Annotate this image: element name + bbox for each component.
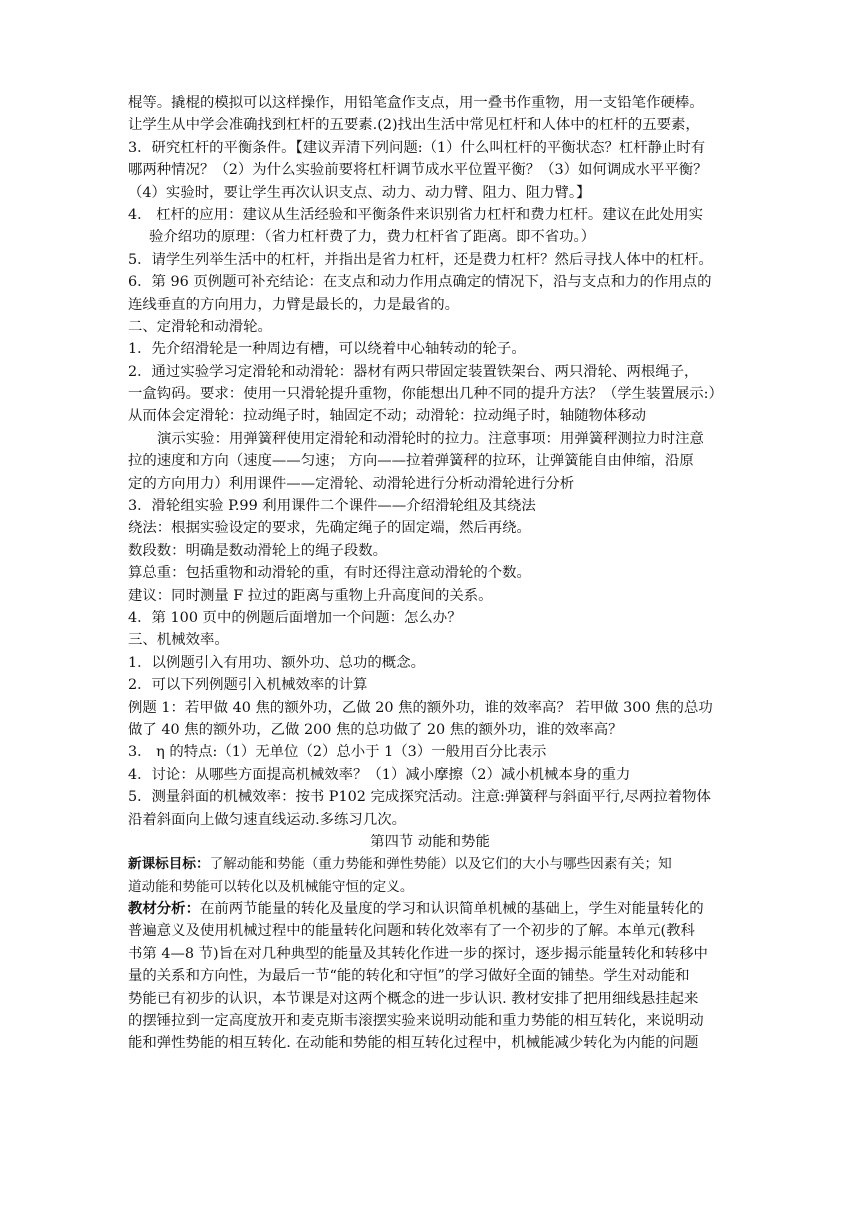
text-line: 棍等。撬棍的模拟可以这样操作，用铅笔盒作支点，用一叠书作重物，用一支铅笔作硬棒。 [128, 95, 704, 111]
text-line: 1．先介绍滑轮是一种周边有槽，可以绕着中心轴转动的轮子。 [128, 341, 526, 358]
document-page [128, 92, 732, 1055]
analysis-label: 教材分析： [128, 900, 200, 918]
text-line: 1．以例题引入有用功、额外功、总功的概念。 [128, 654, 425, 671]
text-line: 5．测量斜面的机械效率：按书 P102 完成探究活动。注意:弹簧秤与斜面平行,尽两拉着物体 [128, 789, 711, 806]
text-line: 演示实验：用弹簧秤使用定滑轮和动滑轮时的拉力。注意事项：用弹簧秤测拉力时注意 [157, 430, 704, 447]
analysis-text: 能和弹性势能的相互转化. 在动能和势能的相互转化过程中，机械能减少转化为内能的问题 [128, 1035, 699, 1052]
text-line: 从而体会定滑轮：拉动绳子时，轴固定不动；动滑轮：拉动绳子时，轴随物体移动 [128, 408, 647, 425]
text-line: （4）实验时，要让学生再次认识支点、动力、动力臂、阻力、阻力臂。】 [128, 184, 591, 201]
text-line: 哪两种情况？（2）为什么实验前要将杠杆调节成水平位置平衡？（3）如何调成水平平衡？ [128, 162, 708, 179]
text-line: 拉的速度和方向（速度——匀速； 方向——拉着弹簧秤的拉环，让弹簧能自由伸缩，沿原 [128, 453, 694, 470]
analysis-paragraph [128, 898, 732, 920]
text-line: 连线垂直的方向用力，力臂是最长的，力是最省的。 [128, 296, 459, 313]
goal-label: 新课标目标： [128, 856, 210, 873]
goal-text: 了解动能和势能（重力势能和弹性势能）以及它们的大小与哪些因素有关；知 [209, 856, 672, 873]
analysis-text: 书第 4—8 节)旨在对几种典型的能量及其转化作进一步的探讨，逐步揭示能量转化和转移中 [128, 945, 708, 962]
text-line: 绕法：根据实验设定的要求，先确定绳子的固定端，然后再绕。 [128, 520, 531, 537]
section-heading: 二、定滑轮和动滑轮。 [128, 318, 272, 335]
text-line: 4．讨论：从哪些方面提高机械效率？（1）减小摩擦（2）减小机械本身的重力 [128, 766, 631, 783]
text-line: 6．第 96 页例题可补充结论：在支点和动力作用点确定的情况下，沿与支点和力的作用点的 [128, 274, 712, 291]
goal-text: 道动能和势能可以转化以及机械能守恒的定义。 [128, 878, 414, 895]
text-line: 让学生从中学会准确找到杠杆的五要素.(2)找出生活中常见杠杆和人体中的杠杆的五要素， [128, 117, 700, 134]
analysis-text: 的摆锤拉到一定高度放开和麦克斯韦滚摆实验来说明动能和重力势能的相互转化，来说明动 [128, 1013, 704, 1030]
text-line: 4． 杠杆的应用：建议从生活经验和平衡条件来识别省力杠杆和费力杠杆。建议在此处用实 [128, 206, 703, 223]
goal-paragraph [128, 853, 732, 875]
text-line: 5．请学生列举生活中的杠杆，并指出是省力杠杆，还是费力杠杆？然后寻找人体中的杠杆。 [128, 251, 713, 268]
text-line: 例题 1：若甲做 40 焦的额外功，乙做 20 焦的额外功，谁的效率高？ 若甲做 300 焦的总功 [128, 699, 713, 716]
text-line: 3．研究杠杆的平衡条件。【建议弄清下列问题:（1）什么叫杠杆的平衡状态？杠杆静止时有 [128, 139, 706, 156]
text-line: 2．通过实验学习定滑轮和动滑轮：器材有两只带固定装置铁架台、两只滑轮、两根绳子， [128, 363, 699, 380]
text-line: 3．滑轮组实验 P.99 利用课件二个课件——介绍滑轮组及其绕法 [128, 498, 536, 515]
text-line: 3． η 的特点:（1）无单位（2）总小于 1（3）一般用百分比表示 [128, 744, 547, 761]
analysis-text: 量的关系和方向性，为最后一节“能的转化和守恒”的学习做好全面的铺垫。学生对动能和 [128, 968, 690, 985]
text-line: 算总重：包括重物和动滑轮的重，有时还得注意动滑轮的个数。 [128, 565, 531, 582]
text-line: 2．可以下列例题引入机械效率的计算 [128, 677, 368, 694]
analysis-text: 在前两节能量的转化及量度的学习和认识简单机械的基础上，学生对能量转化的 [199, 901, 704, 918]
section-heading: 三、机械效率。 [128, 632, 229, 649]
text-line: 做了 40 焦的额外功，乙做 200 焦的总功做了 20 焦的额外功，谁的效率高？ [128, 721, 623, 738]
section-title: 第四节 动能和势能 [370, 833, 490, 850]
text-line: 建议：同时测量 F 拉过的距离与重物上升高度间的关系。 [128, 587, 493, 604]
text-line: 一盒钩码。要求：使用一只滑轮提升重物，你能想出几种不同的提升方法？（学生装置展示:） [128, 386, 723, 403]
text-line: 验介绍功的原理：（省力杠杆费了力，费力杠杆省了距离。即不省功。） [149, 229, 596, 246]
analysis-text: 普遍意义及使用机械过程中的能量转化问题和转化效率有了一个初步的了解。本单元(教科 [128, 923, 695, 940]
text-line: 沿着斜面向上做匀速直线运动.多练习几次。 [128, 811, 406, 828]
analysis-text: 势能已有初步的认识，本节课是对这两个概念的进一步认识. 教材安排了把用细线悬挂起来 [128, 990, 699, 1007]
text-line: 定的方向用力）利用课件——定滑轮、动滑轮进行分析动滑轮进行分析 [128, 475, 575, 492]
text-line: 数段数：明确是数动滑轮上的绳子段数。 [128, 542, 388, 559]
text-line: 4．第 100 页中的例题后面增加一个问题：怎么办？ [128, 609, 462, 626]
